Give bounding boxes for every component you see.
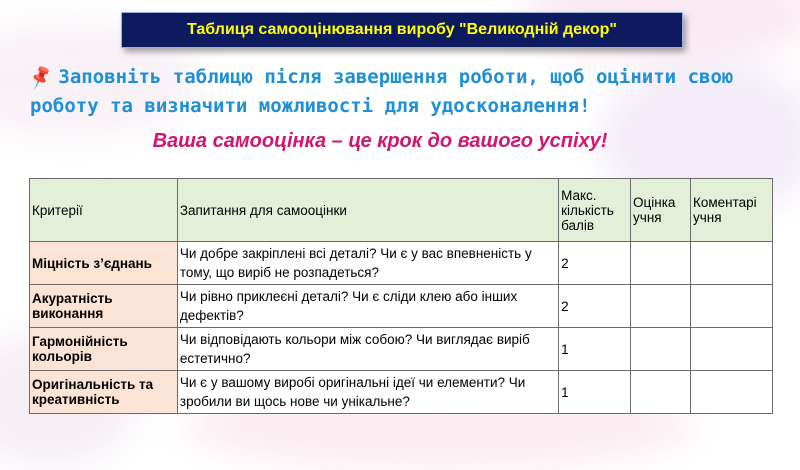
header-question: Запитання для самооцінки [177,179,558,242]
question-cell: Чи є у вашому виробі оригінальні ідеї чи елементи? Чи зробили ви щось нове чи унікальне? [177,371,558,414]
student-score-cell[interactable] [631,371,691,414]
max-points-cell: 1 [559,371,631,414]
self-assessment-table [29,178,773,414]
header-max-points: Макс. кількість балів [559,179,631,242]
criteria-cell: Гармонійність кольорів [30,328,178,371]
criteria-cell: Акуратність виконання [30,285,178,328]
table-header-row [30,179,773,242]
motto: Ваша самооцінка – це крок до вашого успіху! [152,130,608,152]
header-student-comments: Коментарі учня [691,179,773,242]
table-row [30,328,773,371]
pushpin-icon: 📌 [26,63,56,92]
max-points-cell: 2 [559,285,631,328]
question-cell: Чи добре закріплені всі деталі? Чи є у вас впевненість у тому, що виріб не розпадеться? [177,242,558,285]
slide-title: Таблиця самооцінювання виробу "Великодній декор" [121,12,683,48]
criteria-cell: Оригінальність та креативність [30,371,178,414]
student-comments-cell[interactable] [691,242,773,285]
student-comments-cell[interactable] [691,371,773,414]
max-points-cell: 1 [559,328,631,371]
header-student-score: Оцінка учня [631,179,691,242]
instruction-text: Заповніть таблицю після завершення роботи, щоб оцінити свою роботу та визначити можливості для удосконалення! [30,66,734,117]
table-row [30,285,773,328]
student-score-cell[interactable] [631,328,691,371]
student-comments-cell[interactable] [691,328,773,371]
student-score-cell[interactable] [631,285,691,328]
max-points-cell: 2 [559,242,631,285]
table-row [30,242,773,285]
instruction [26,63,790,120]
header-criteria: Критерії [30,179,178,242]
question-cell: Чи рівно приклеєні деталі? Чи є сліди клею або інших дефектів? [177,285,558,328]
question-cell: Чи відповідають кольори між собою? Чи виглядає виріб естетично? [177,328,558,371]
table-row [30,371,773,414]
student-score-cell[interactable] [631,242,691,285]
student-comments-cell[interactable] [691,285,773,328]
criteria-cell: Міцність з’єднань [30,242,178,285]
